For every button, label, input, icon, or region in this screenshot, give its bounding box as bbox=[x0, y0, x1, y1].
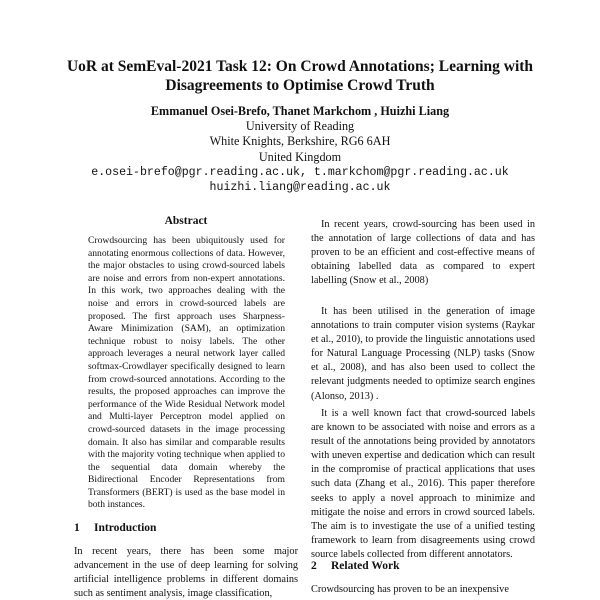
author-emails-line-1: e.osei-brefo@pgr.reading.ac.uk, t.markchom@pgr.reading.ac.uk bbox=[91, 165, 509, 179]
section-number: 1 bbox=[74, 522, 80, 534]
right-paragraph-3: It is a well known fact that crowd-sourced labels are known to be associated with noise and errors as a result of the annotations being provided by annotators with uneven expertise and dedication which can result in the compromise of practical applications that uses such data (Zhang et al., 2016). This paper therefore seeks to apply a novel approach to minimize and mitigate the noise and errors in crowd sourced labels. The aim is to investigate the use of a unified testing framework to learn from disagreements using crowd source labels collected from different annotators. bbox=[311, 408, 535, 560]
paper-title bbox=[40, 57, 560, 95]
abstract-heading: Abstract bbox=[164, 215, 208, 227]
section-number: 2 bbox=[311, 560, 317, 572]
introduction-paragraph: In recent years, there has been some major advancement in the use of deep learning for solving artificial intelligence problems in different domains such as sentiment analysis, image classification, bbox=[74, 546, 298, 600]
author-emails-line-2: huizhi.liang@reading.ac.uk bbox=[209, 181, 391, 195]
affiliation: University of Reading bbox=[245, 119, 355, 134]
related-work-heading bbox=[311, 560, 399, 572]
right-paragraph-2: It has been utilised in the generation of image annotations to train computer vision systems (Raykar et al., 2010), to provide the linguistic annotations used for Natural Language Processing (NLP) tasks (Snow et al., 2008), and has also been used to collect the relevant judgments needed to optimize search engines (Alonso, 2013) . bbox=[311, 306, 535, 402]
section-title: Related Work bbox=[331, 560, 400, 572]
right-paragraph-1: In recent years, crowd-sourcing has been used in the annotation of large collections of data and has proven to be an efficient and cost-effective means of obtaining labelled data as compared to expert labelling (Snow et al., 2008) bbox=[311, 219, 535, 287]
section-title: Introduction bbox=[94, 522, 157, 534]
author-block bbox=[40, 104, 560, 195]
country: United Kingdom bbox=[258, 149, 342, 164]
introduction-heading bbox=[74, 522, 156, 534]
paper-title-line-2: Disagreements to Optimise Crowd Truth bbox=[165, 77, 435, 94]
author-names: Emmanuel Osei-Brefo, Thanet Markchom , Huizhi Liang bbox=[150, 104, 450, 118]
address: White Knights, Berkshire, RG6 6AH bbox=[209, 134, 391, 149]
paper-title-line-1: UoR at SemEval-2021 Task 12: On Crowd Annotations; Learning with bbox=[66, 58, 534, 75]
related-work-paragraph: Crowdsourcing has proven to be an inexpensive bbox=[311, 584, 509, 595]
abstract-text: Crowdsourcing has been ubiquitously used for annotating enormous collections of data. However, the major obstacles to using crowd-sourced labels are noise and errors from non-expert annotations. In this work, two approaches dealing with the noise and errors in crowd-sourced labels are proposed. The first approach uses Sharpness-Aware Minimization (SAM), an optimization technique robust to noisy labels. The other approach leverages a neural network layer called softmax-Crowdlayer specifically designed to learn from crowd-sourced annotations. According to the results, the proposed approaches can improve the performance of the Wide Residual Network model and Multi-layer Perceptron model applied on crowd-sourced datasets in the image processing domain. It also has similar and comparable results with the majority voting technique when applied to the sequential data domain whereby the Bidirectional Encoder Representations from Transformers (BERT) is used as the base model in both instances. bbox=[88, 235, 285, 511]
